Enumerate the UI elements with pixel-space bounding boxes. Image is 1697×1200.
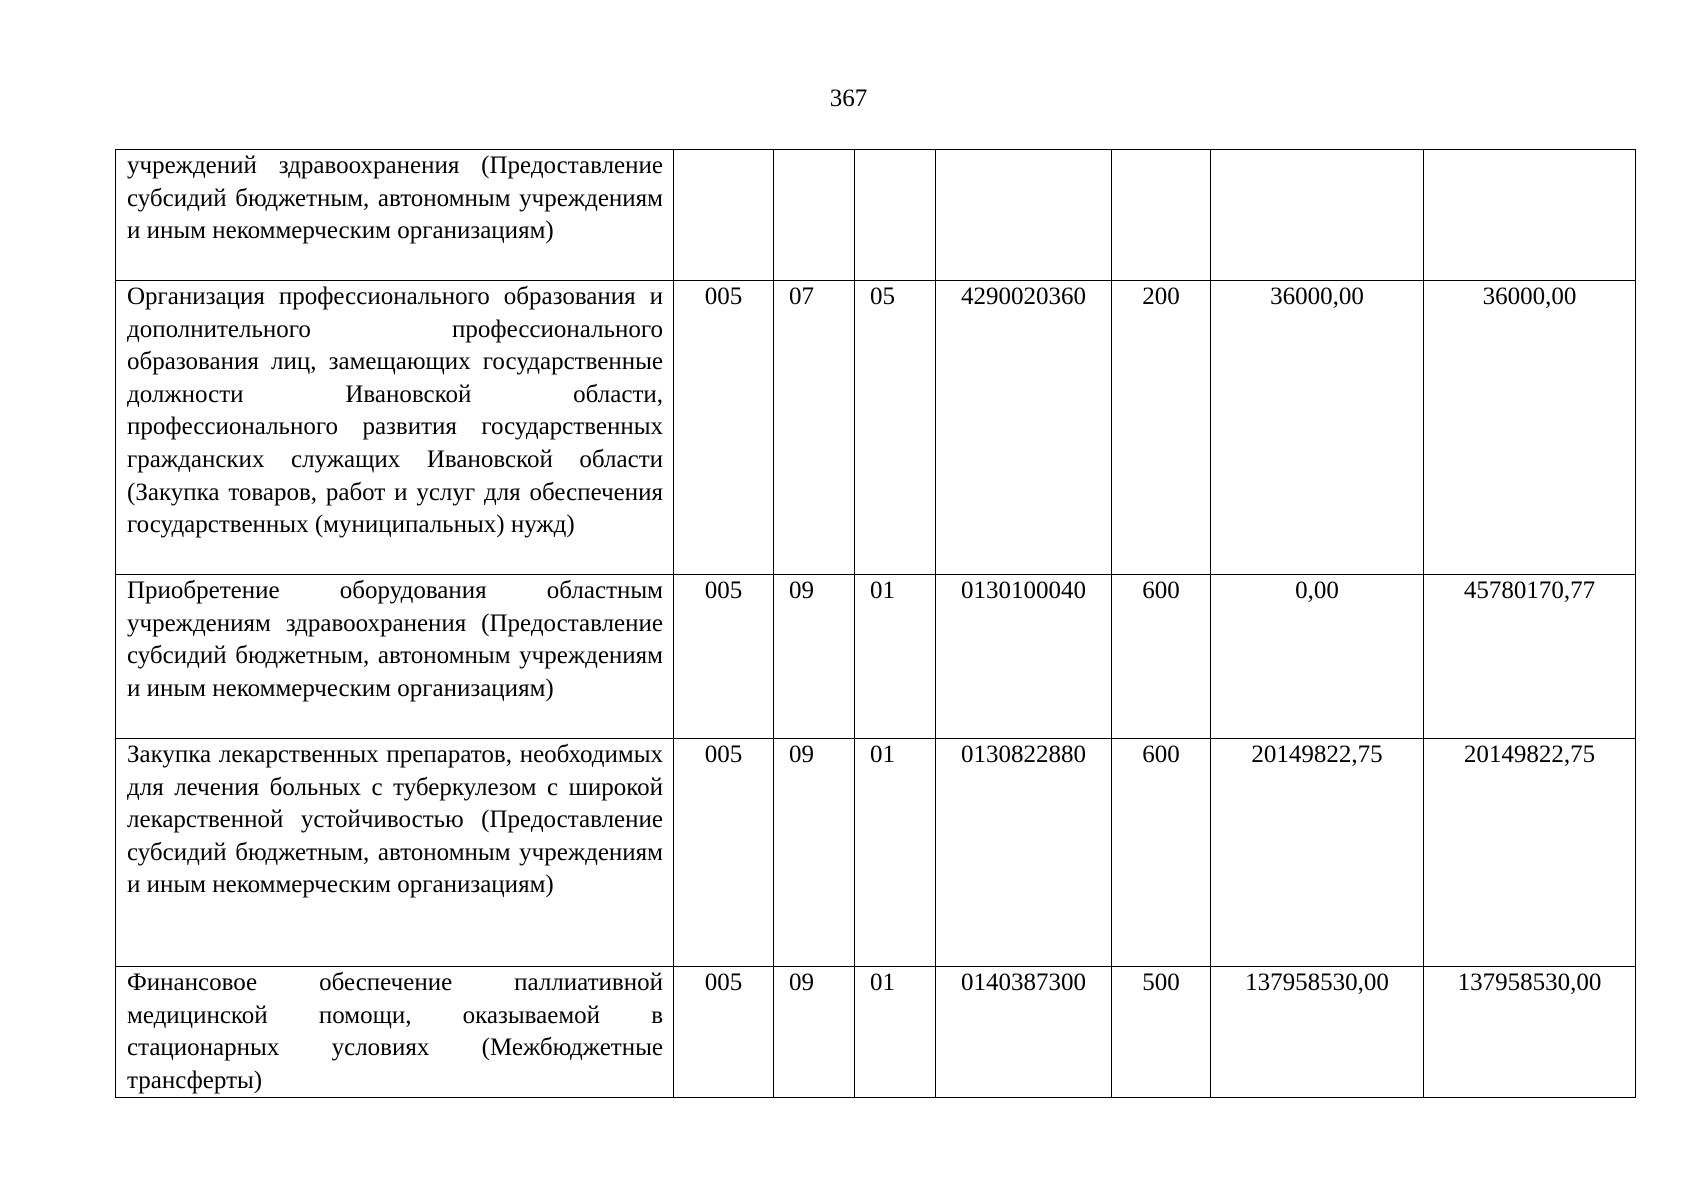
amount-2: 36000,00: [1424, 281, 1636, 575]
table-row: [116, 967, 1636, 1098]
table-row: [116, 150, 1636, 281]
budget-table: [115, 149, 1636, 1098]
amount-1: 36000,00: [1211, 281, 1424, 575]
amount-1: 20149822,75: [1211, 739, 1424, 967]
section-code: 09: [774, 967, 855, 1098]
expense-type-code: [1112, 150, 1211, 281]
subsection-code: [855, 150, 936, 281]
row-description: Приобретение оборудования областным учреждениям здравоохранения (Предоставление субсидий бюджетным, автономным учреждениям и иным некоммерческим организациям): [116, 575, 674, 739]
amount-1: 0,00: [1211, 575, 1424, 739]
expense-type-code: 600: [1112, 739, 1211, 967]
row-description: Финансовое обеспечение паллиативной медицинской помощи, оказываемой в стационарных условиях (Межбюджетные трансферты): [116, 967, 674, 1098]
ministry-code: 005: [674, 281, 774, 575]
ministry-code: 005: [674, 575, 774, 739]
target-article-code: 0130822880: [936, 739, 1112, 967]
page-number: 367: [829, 85, 868, 112]
amount-1: 137958530,00: [1211, 967, 1424, 1098]
row-description: учреждений здравоохранения (Предоставление субсидий бюджетным, автономным учреждениям и иным некоммерческим организациям): [116, 150, 674, 281]
section-code: 09: [774, 739, 855, 967]
subsection-code: 01: [855, 967, 936, 1098]
amount-2: 20149822,75: [1424, 739, 1636, 967]
table-row: [116, 281, 1636, 575]
section-code: 07: [774, 281, 855, 575]
subsection-code: 01: [855, 739, 936, 967]
target-article-code: 0140387300: [936, 967, 1112, 1098]
row-description: Организация профессионального образования и дополнительного профессионального образования лиц, замещающих государственные должности Ивановской области, профессионального развития государственных гражданских служащих Ивановской области (Закупка товаров, работ и услуг для обеспечения государственных (муниципальных) нужд): [116, 281, 674, 575]
ministry-code: 005: [674, 967, 774, 1098]
subsection-code: 01: [855, 575, 936, 739]
amount-2: 45780170,77: [1424, 575, 1636, 739]
section-code: [774, 150, 855, 281]
expense-type-code: 500: [1112, 967, 1211, 1098]
target-article-code: 0130100040: [936, 575, 1112, 739]
ministry-code: [674, 150, 774, 281]
ministry-code: 005: [674, 739, 774, 967]
amount-2: 137958530,00: [1424, 967, 1636, 1098]
amount-2: [1424, 150, 1636, 281]
target-article-code: 4290020360: [936, 281, 1112, 575]
expense-type-code: 200: [1112, 281, 1211, 575]
target-article-code: [936, 150, 1112, 281]
section-code: 09: [774, 575, 855, 739]
table-row: [116, 739, 1636, 967]
expense-type-code: 600: [1112, 575, 1211, 739]
table-row: [116, 575, 1636, 739]
subsection-code: 05: [855, 281, 936, 575]
row-description: Закупка лекарственных препаратов, необходимых для лечения больных с туберкулезом с широкой лекарственной устойчивостью (Предоставление субсидий бюджетным, автономным учреждениям и иным некоммерческим организациям): [116, 739, 674, 967]
amount-1: [1211, 150, 1424, 281]
